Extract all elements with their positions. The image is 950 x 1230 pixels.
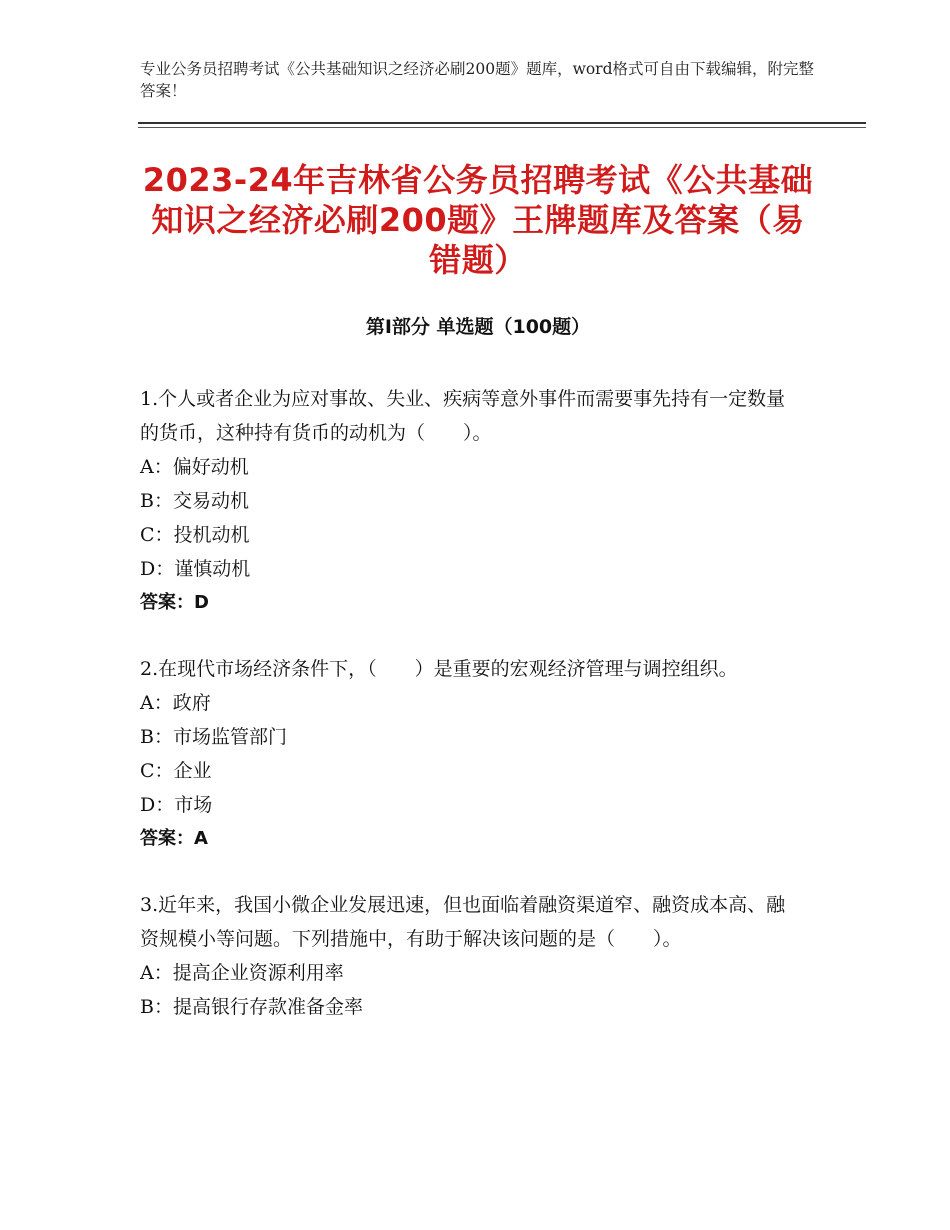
option-a: A：提高企业资源利用率 (140, 962, 344, 984)
section-heading: 第Ⅰ部分 单选题（100题） (365, 316, 591, 338)
question-list (140, 382, 800, 1056)
header-note: 专业公务员招聘考试《公共基础知识之经济必刷200题》题库，word格式可自由下载编辑，附完整答案！ (140, 60, 815, 100)
option-a: A：政府 (140, 692, 211, 714)
question-stem: 3.近年来，我国小微企业发展迅速，但也面临着融资渠道窄、融资成本高、融资规模小等问题。下列措施中，有助于解决该问题的是（ ）。 (140, 894, 786, 950)
document-title: 2023-24年吉林省公务员招聘考试《公共基础知识之经济必刷200题》王牌题库及答案（易错题） (142, 161, 814, 279)
option-b: B：交易动机 (140, 490, 249, 512)
answer-line: 答案：D (140, 592, 209, 613)
option-d: D：市场 (140, 794, 213, 816)
option-c: C：企业 (140, 760, 212, 782)
answer-line: 答案：A (140, 828, 208, 849)
question-3 (140, 888, 800, 1024)
option-a: A：偏好动机 (140, 456, 249, 478)
question-stem: 2.在现代市场经济条件下，（ ）是重要的宏观经济管理与调控组织。 (140, 658, 738, 680)
question-1 (140, 382, 800, 620)
header-rule-thin (138, 127, 866, 128)
question-2 (140, 652, 800, 856)
question-stem: 1.个人或者企业为应对事故、失业、疾病等意外事件而需要事先持有一定数量的货币，这种持有货币的动机为（ ）。 (140, 388, 786, 444)
header-rule-thick (138, 122, 866, 124)
option-c: C：投机动机 (140, 524, 250, 546)
option-b: B：市场监管部门 (140, 726, 287, 748)
option-b: B：提高银行存款准备金率 (140, 996, 363, 1018)
option-d: D：谨慎动机 (140, 558, 251, 580)
